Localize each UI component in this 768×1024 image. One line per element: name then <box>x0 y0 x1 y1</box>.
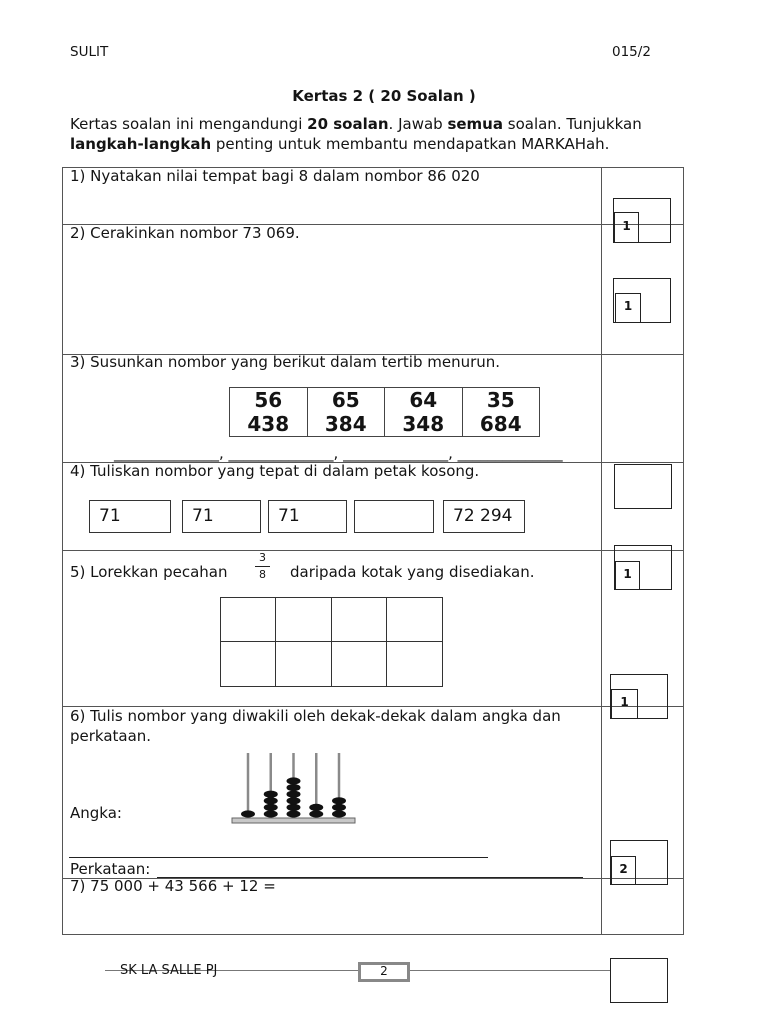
abacus-bead <box>332 804 346 811</box>
sequence-box: 71 <box>182 500 261 533</box>
page-number: 2 <box>358 962 410 982</box>
abacus-bead <box>241 810 255 817</box>
mark-value: 2 <box>611 856 636 885</box>
abacus-bead <box>309 804 323 811</box>
angka-answer-line[interactable] <box>69 857 488 858</box>
perkataan-label: Perkataan: <box>70 860 151 878</box>
abacus-bead <box>264 797 278 804</box>
instructions-text: Kertas soalan ini mengandungi <box>70 115 308 133</box>
fraction-grid-cell[interactable] <box>332 598 387 642</box>
abacus-bead <box>264 804 278 811</box>
question-1-text: 1) Nyatakan nilai tempat bagi 8 dalam nombor 86 020 <box>70 167 480 185</box>
instructions-line-1 <box>70 115 642 133</box>
abacus-bead <box>264 791 278 798</box>
abacus-bead <box>287 804 301 811</box>
fraction-grid-cell[interactable] <box>276 642 331 686</box>
fraction-grid-cell[interactable] <box>221 642 276 686</box>
row-divider <box>62 550 684 551</box>
answer-blanks[interactable]: ______________, ______________, ______________, ______________ <box>114 444 563 462</box>
abacus-bead <box>287 784 301 791</box>
number-cell: 64 348 <box>385 388 463 436</box>
fraction-grid-cell[interactable] <box>387 598 442 642</box>
fraction-grid <box>220 597 443 687</box>
mark-box <box>610 958 668 1003</box>
sequence-box: 71 <box>89 500 171 533</box>
mark-value: 1 <box>615 293 641 323</box>
question-7-text: 7) 75 000 + 43 566 + 12 = <box>70 877 276 895</box>
instructions-text: soalan. Tunjukkan <box>503 115 642 133</box>
abacus-bead <box>332 797 346 804</box>
instructions-line-2 <box>70 135 609 153</box>
empty-answer-box[interactable] <box>354 500 434 533</box>
number-cell: 35 684 <box>479 388 522 436</box>
marks-column-divider <box>601 167 602 935</box>
question-5-text-continued: daripada kotak yang disediakan. <box>290 563 535 581</box>
numbers-table <box>229 387 540 437</box>
instructions-emphasis: langkah-langkah <box>70 135 212 153</box>
question-5-text: 5) Lorekkan pecahan <box>70 563 228 581</box>
number-cell: 56 438 <box>230 388 308 436</box>
question-4-text: 4) Tuliskan nombor yang tepat di dalam petak kosong. <box>70 462 480 480</box>
abacus-bead <box>287 797 301 804</box>
abacus-bead <box>287 791 301 798</box>
instructions-text: . Jawab <box>388 115 448 133</box>
abacus-bead <box>287 810 301 817</box>
sequence-box: 71 <box>268 500 347 533</box>
question-table <box>62 167 684 935</box>
mark-box <box>614 464 672 509</box>
fraction-grid-cell[interactable] <box>221 598 276 642</box>
mark-value: 1 <box>615 561 640 590</box>
abacus-bead <box>264 810 278 817</box>
mark-value: 1 <box>611 689 638 719</box>
fraction <box>255 550 270 583</box>
angka-label: Angka: <box>70 804 122 822</box>
footer-school-name: SK LA SALLE PJ <box>120 963 218 978</box>
abacus <box>228 748 360 828</box>
fraction-grid-cell[interactable] <box>332 642 387 686</box>
mark-value: 1 <box>614 212 639 243</box>
sequence-box: 72 294 <box>443 500 525 533</box>
instructions-emphasis: semua <box>447 115 503 133</box>
number-cell: 65 384 <box>308 388 386 436</box>
question-2-text: 2) Cerakinkan nombor 73 069. <box>70 224 300 242</box>
abacus-base <box>232 818 355 823</box>
fraction-denominator: 8 <box>259 568 266 581</box>
fraction-grid-cell[interactable] <box>276 598 331 642</box>
paper-code: 015/2 <box>612 44 651 60</box>
abacus-bead <box>287 777 301 784</box>
question-6-text: 6) Tulis nombor yang diwakili oleh dekak-dekak dalam angka dan perkataan. <box>70 707 561 745</box>
paper-title: Kertas 2 ( 20 Soalan ) <box>292 87 476 105</box>
fraction-numerator: 3 <box>259 551 266 564</box>
question-3-text: 3) Susunkan nombor yang berikut dalam tertib menurun. <box>70 353 501 371</box>
abacus-bead <box>332 810 346 817</box>
abacus-bead <box>309 810 323 817</box>
classification-label: SULIT <box>70 44 109 60</box>
fraction-grid-cell[interactable] <box>387 642 442 686</box>
instructions-text: penting untuk membantu mendapatkan MARKAHah. <box>211 135 610 153</box>
instructions-emphasis: 20 soalan <box>307 115 389 133</box>
